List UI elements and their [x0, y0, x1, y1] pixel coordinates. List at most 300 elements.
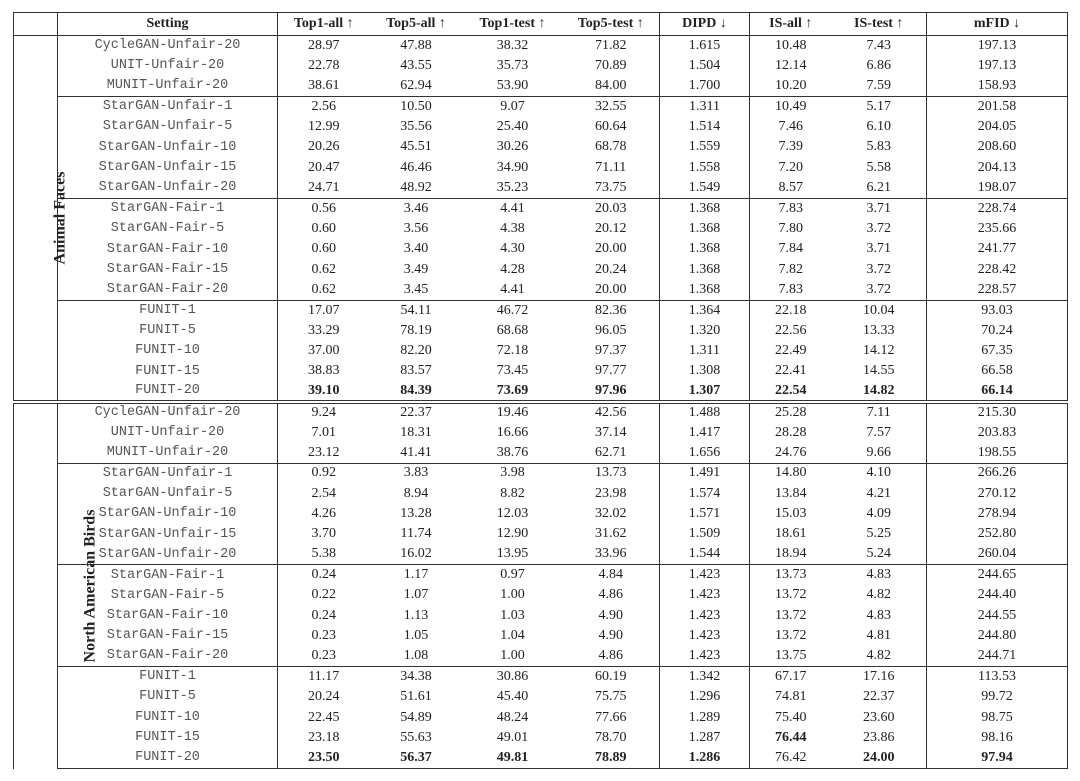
value-cell: 3.40 — [403, 241, 429, 257]
value-cell: 3.46 — [370, 198, 463, 218]
table-row — [14, 483, 1068, 503]
value-cell: 5.58 — [832, 158, 927, 178]
table-row — [14, 707, 1068, 727]
value-cell: 38.76 — [496, 444, 529, 460]
value-cell: 28.97 — [278, 36, 370, 56]
table-row — [14, 524, 1068, 544]
table-row — [14, 422, 1068, 442]
setting-cell: CycleGAN-Unfair-20 — [58, 36, 278, 56]
table-row — [14, 443, 1068, 463]
value-cell: 0.22 — [311, 587, 336, 603]
dataset-name: North American Birds — [81, 509, 99, 663]
north-american-birds-section-label — [14, 402, 99, 769]
setting-cell: StarGAN-Fair-5 — [58, 219, 278, 239]
value-cell: 3.72 — [832, 219, 927, 239]
value-cell: 12.03 — [496, 505, 529, 521]
value-cell: 9.07 — [463, 97, 563, 117]
value-cell: 70.24 — [927, 321, 1068, 341]
value-cell: 62.71 — [563, 443, 660, 463]
value-cell: 8.82 — [500, 485, 525, 501]
table-row — [14, 341, 1068, 361]
value-cell: 19.46 — [463, 402, 563, 422]
value-cell: 82.36 — [563, 300, 660, 320]
setting-cell: StarGAN-Unfair-5 — [58, 483, 278, 503]
value-cell: 0.62 — [311, 261, 336, 277]
value-cell: 22.18 — [750, 300, 832, 320]
value-cell: 84.39 — [400, 382, 432, 398]
value-cell: 7.84 — [778, 241, 803, 257]
value-cell: 5.17 — [832, 97, 927, 117]
value-cell: 3.70 — [311, 526, 336, 542]
value-cell: 16.02 — [400, 546, 432, 562]
table-row — [14, 687, 1068, 707]
value-cell: 23.86 — [832, 728, 927, 748]
value-cell: 1.423 — [660, 646, 750, 666]
header-dipd: DIPD ↓ — [660, 13, 750, 36]
value-cell: 1.04 — [500, 628, 525, 644]
value-cell: 98.75 — [927, 707, 1068, 727]
table-row — [14, 626, 1068, 646]
value-cell: 70.89 — [563, 56, 660, 76]
value-cell: 4.26 — [311, 505, 336, 521]
value-cell: 208.60 — [927, 137, 1068, 157]
value-cell: 18.61 — [775, 526, 807, 542]
value-cell: 84.00 — [563, 76, 660, 96]
value-cell: 11.17 — [278, 667, 370, 687]
setting-cell: FUNIT-15 — [58, 728, 278, 748]
header-top1-all: Top1-all ↑ — [278, 13, 370, 36]
setting-cell: StarGAN-Fair-1 — [58, 198, 278, 218]
value-cell: 1.423 — [660, 585, 750, 605]
value-cell: 28.28 — [775, 424, 807, 440]
value-cell: 47.88 — [370, 36, 463, 56]
value-cell: 22.41 — [775, 363, 807, 379]
table-row — [14, 463, 1068, 483]
value-cell: 1.289 — [660, 707, 750, 727]
value-cell: 1.311 — [660, 341, 750, 361]
table-row — [14, 504, 1068, 524]
value-cell: 9.24 — [278, 402, 370, 422]
value-cell: 78.19 — [400, 322, 432, 338]
value-cell: 96.05 — [563, 321, 660, 341]
table-row — [14, 361, 1068, 381]
value-cell: 1.656 — [660, 443, 750, 463]
value-cell: 204.13 — [927, 158, 1068, 178]
setting-cell: StarGAN-Unfair-10 — [58, 504, 278, 524]
value-cell: 4.28 — [500, 261, 525, 277]
value-cell: 10.49 — [750, 97, 832, 117]
value-cell: 270.12 — [927, 483, 1068, 503]
value-cell: 23.12 — [308, 444, 340, 460]
value-cell: 4.10 — [832, 463, 927, 483]
value-cell: 7.80 — [778, 220, 803, 236]
value-cell: 244.71 — [927, 646, 1068, 666]
value-cell: 76.42 — [750, 748, 832, 768]
value-cell: 1.514 — [660, 117, 750, 137]
value-cell: 4.83 — [832, 565, 927, 585]
value-cell: 1.368 — [660, 198, 750, 218]
value-cell: 204.05 — [927, 117, 1068, 137]
setting-cell: MUNIT-Unfair-20 — [58, 76, 278, 96]
setting-cell: FUNIT-1 — [58, 300, 278, 320]
value-cell: 1.700 — [660, 76, 750, 96]
value-cell: 244.40 — [927, 585, 1068, 605]
value-cell: 73.45 — [496, 363, 529, 379]
value-cell: 0.62 — [311, 281, 336, 297]
value-cell: 53.90 — [496, 78, 529, 94]
value-cell: 3.71 — [832, 198, 927, 218]
value-cell: 4.09 — [832, 504, 927, 524]
value-cell: 72.18 — [496, 343, 529, 359]
setting-cell: StarGAN-Fair-10 — [58, 239, 278, 259]
table-row — [14, 76, 1068, 96]
value-cell: 4.81 — [832, 626, 927, 646]
value-cell: 23.98 — [563, 483, 660, 503]
table-row — [14, 137, 1068, 157]
value-cell: 0.23 — [311, 628, 336, 644]
dataset-name: Animal Faces — [51, 171, 69, 265]
header-is-test: IS-test ↑ — [832, 13, 927, 36]
value-cell: 1.615 — [660, 36, 750, 56]
value-cell: 48.24 — [496, 709, 529, 725]
table-row — [14, 606, 1068, 626]
value-cell: 24.00 — [832, 748, 927, 768]
value-cell: 14.82 — [832, 382, 927, 402]
value-cell: 99.72 — [927, 687, 1068, 707]
value-cell: 82.20 — [400, 343, 432, 359]
setting-cell: StarGAN-Fair-20 — [58, 280, 278, 300]
setting-cell: FUNIT-20 — [58, 382, 278, 402]
value-cell: 38.61 — [308, 78, 340, 94]
value-cell: 49.01 — [496, 729, 529, 745]
value-cell: 17.07 — [278, 300, 370, 320]
value-cell: 4.41 — [463, 198, 563, 218]
value-cell: 3.49 — [403, 261, 429, 277]
setting-cell: FUNIT-10 — [58, 341, 278, 361]
value-cell: 6.10 — [832, 117, 927, 137]
value-cell: 68.68 — [496, 322, 529, 338]
value-cell: 13.84 — [775, 485, 807, 501]
value-cell: 1.544 — [660, 544, 750, 564]
value-cell: 228.57 — [927, 280, 1068, 300]
value-cell: 45.40 — [496, 689, 529, 705]
value-cell: 98.16 — [927, 728, 1068, 748]
value-cell: 0.97 — [463, 565, 563, 585]
table-row — [14, 178, 1068, 198]
value-cell: 7.46 — [778, 119, 803, 135]
value-cell: 252.80 — [927, 524, 1068, 544]
value-cell: 1.00 — [500, 587, 525, 603]
table-row — [14, 402, 1068, 422]
value-cell: 1.07 — [403, 587, 429, 603]
value-cell: 75.75 — [563, 687, 660, 707]
table-row — [14, 544, 1068, 564]
value-cell: 97.94 — [927, 748, 1068, 768]
value-cell: 0.60 — [311, 241, 336, 257]
value-cell: 37.14 — [563, 422, 660, 442]
setting-cell: StarGAN-Unfair-15 — [58, 524, 278, 544]
table-row — [14, 585, 1068, 605]
value-cell: 7.83 — [778, 281, 803, 297]
value-cell: 8.57 — [778, 179, 803, 195]
setting-cell: StarGAN-Fair-1 — [58, 565, 278, 585]
value-cell: 0.23 — [311, 648, 336, 664]
setting-cell: StarGAN-Unfair-20 — [58, 544, 278, 564]
value-cell: 33.96 — [563, 544, 660, 564]
value-cell: 2.54 — [311, 485, 336, 501]
value-cell: 14.80 — [750, 463, 832, 483]
value-cell: 1.504 — [660, 56, 750, 76]
value-cell: 41.41 — [400, 444, 432, 460]
value-cell: 197.13 — [927, 36, 1068, 56]
value-cell: 1.368 — [660, 219, 750, 239]
value-cell: 30.86 — [463, 667, 563, 687]
table-row — [14, 565, 1068, 585]
value-cell: 0.24 — [278, 565, 370, 585]
value-cell: 1.17 — [370, 565, 463, 585]
value-cell: 6.86 — [832, 56, 927, 76]
value-cell: 235.66 — [927, 219, 1068, 239]
value-cell: 34.90 — [496, 159, 529, 175]
value-cell: 0.24 — [311, 607, 336, 623]
value-cell: 4.41 — [500, 281, 525, 297]
value-cell: 3.56 — [403, 220, 429, 236]
value-cell: 13.73 — [750, 565, 832, 585]
value-cell: 93.03 — [927, 300, 1068, 320]
table-row — [14, 219, 1068, 239]
value-cell: 39.10 — [308, 382, 340, 398]
value-cell: 38.83 — [308, 363, 340, 379]
value-cell: 1.423 — [660, 606, 750, 626]
value-cell: 25.40 — [496, 119, 529, 135]
table-row — [14, 259, 1068, 279]
value-cell: 13.72 — [775, 587, 807, 603]
value-cell: 13.72 — [775, 607, 807, 623]
value-cell: 37.00 — [308, 343, 340, 359]
value-cell: 13.28 — [400, 505, 432, 521]
value-cell: 6.21 — [832, 178, 927, 198]
value-cell: 1.509 — [660, 524, 750, 544]
value-cell: 14.12 — [832, 341, 927, 361]
value-cell: 71.82 — [563, 36, 660, 56]
value-cell: 11.74 — [400, 526, 432, 542]
value-cell: 0.92 — [278, 463, 370, 483]
value-cell: 266.26 — [927, 463, 1068, 483]
setting-cell: StarGAN-Unfair-5 — [58, 117, 278, 137]
setting-cell: StarGAN-Fair-10 — [58, 606, 278, 626]
value-cell: 67.17 — [750, 667, 832, 687]
header-is-all: IS-all ↑ — [750, 13, 832, 36]
value-cell: 1.571 — [660, 504, 750, 524]
value-cell: 42.56 — [563, 402, 660, 422]
value-cell: 7.43 — [832, 36, 927, 56]
value-cell: 3.98 — [463, 463, 563, 483]
value-cell: 78.89 — [563, 748, 660, 768]
value-cell: 56.37 — [370, 748, 463, 768]
value-cell: 1.307 — [660, 382, 750, 402]
table-row — [14, 158, 1068, 178]
value-cell: 20.24 — [308, 689, 340, 705]
value-cell: 1.574 — [660, 483, 750, 503]
setting-cell: StarGAN-Unfair-20 — [58, 178, 278, 198]
value-cell: 35.73 — [496, 58, 529, 74]
value-cell: 1.368 — [660, 259, 750, 279]
value-cell: 22.54 — [775, 382, 807, 398]
value-cell: 24.76 — [775, 444, 807, 460]
table-row — [14, 300, 1068, 320]
setting-cell: StarGAN-Fair-15 — [58, 259, 278, 279]
value-cell: 49.81 — [463, 748, 563, 768]
value-cell: 74.81 — [775, 689, 807, 705]
value-cell: 24.71 — [308, 179, 340, 195]
setting-cell: UNIT-Unfair-20 — [58, 56, 278, 76]
value-cell: 46.72 — [463, 300, 563, 320]
value-cell: 38.32 — [463, 36, 563, 56]
table-row — [14, 667, 1068, 687]
value-cell: 3.71 — [832, 239, 927, 259]
value-cell: 12.90 — [496, 526, 529, 542]
value-cell: 158.93 — [927, 76, 1068, 96]
value-cell: 4.86 — [563, 585, 660, 605]
value-cell: 12.99 — [308, 119, 340, 135]
value-cell: 22.49 — [775, 343, 807, 359]
value-cell: 7.82 — [778, 261, 803, 277]
value-cell: 10.50 — [370, 97, 463, 117]
value-cell: 16.66 — [496, 424, 529, 440]
value-cell: 278.94 — [927, 504, 1068, 524]
value-cell: 5.25 — [832, 524, 927, 544]
value-cell: 22.37 — [832, 687, 927, 707]
setting-cell: FUNIT-1 — [58, 667, 278, 687]
value-cell: 23.18 — [308, 729, 340, 745]
value-cell: 1.08 — [403, 648, 429, 664]
table-row — [14, 646, 1068, 666]
value-cell: 4.90 — [563, 626, 660, 646]
value-cell: 5.24 — [832, 544, 927, 564]
value-cell: 1.368 — [660, 280, 750, 300]
header-row — [14, 13, 1068, 36]
value-cell: 76.44 — [775, 729, 807, 745]
value-cell: 68.78 — [563, 137, 660, 157]
value-cell: 32.02 — [563, 504, 660, 524]
value-cell: 3.45 — [403, 281, 429, 297]
value-cell: 198.55 — [927, 443, 1068, 463]
value-cell: 7.57 — [832, 422, 927, 442]
value-cell: 20.03 — [563, 198, 660, 218]
value-cell: 4.82 — [832, 646, 927, 666]
animal-faces-section-label — [14, 36, 69, 402]
value-cell: 228.42 — [927, 259, 1068, 279]
table-row — [14, 748, 1068, 768]
value-cell: 0.56 — [278, 198, 370, 218]
value-cell: 22.45 — [308, 709, 340, 725]
value-cell: 1.488 — [660, 402, 750, 422]
value-cell: 32.55 — [563, 97, 660, 117]
setting-cell: StarGAN-Fair-5 — [58, 585, 278, 605]
value-cell: 1.417 — [660, 422, 750, 442]
value-cell: 10.04 — [832, 300, 927, 320]
value-cell: 22.37 — [370, 402, 463, 422]
value-cell: 20.12 — [563, 219, 660, 239]
table-row — [14, 198, 1068, 218]
value-cell: 78.70 — [563, 728, 660, 748]
value-cell: 20.24 — [563, 259, 660, 279]
setting-cell: StarGAN-Fair-15 — [58, 626, 278, 646]
value-cell: 2.56 — [278, 97, 370, 117]
value-cell: 4.86 — [563, 646, 660, 666]
table-row — [14, 239, 1068, 259]
value-cell: 113.53 — [927, 667, 1068, 687]
value-cell: 7.01 — [311, 424, 336, 440]
value-cell: 1.549 — [660, 178, 750, 198]
value-cell: 1.296 — [660, 687, 750, 707]
value-cell: 20.00 — [563, 280, 660, 300]
value-cell: 83.57 — [400, 363, 432, 379]
value-cell: 60.19 — [563, 667, 660, 687]
value-cell: 33.29 — [308, 322, 340, 338]
value-cell: 15.03 — [775, 505, 807, 521]
value-cell: 23.50 — [278, 748, 370, 768]
value-cell: 4.83 — [832, 606, 927, 626]
value-cell: 10.48 — [750, 36, 832, 56]
value-cell: 13.33 — [832, 321, 927, 341]
table-row — [14, 36, 1068, 56]
value-cell: 14.55 — [832, 361, 927, 381]
header-top1-test: Top1-test ↑ — [463, 13, 563, 36]
value-cell: 5.38 — [311, 546, 336, 562]
setting-cell: StarGAN-Unfair-10 — [58, 137, 278, 157]
value-cell: 30.26 — [496, 139, 529, 155]
value-cell: 20.47 — [308, 159, 340, 175]
setting-cell: FUNIT-15 — [58, 361, 278, 381]
value-cell: 1.05 — [403, 628, 429, 644]
value-cell: 13.73 — [563, 463, 660, 483]
value-cell: 7.11 — [832, 402, 927, 422]
value-cell: 48.92 — [400, 179, 432, 195]
value-cell: 3.72 — [832, 280, 927, 300]
value-cell: 34.38 — [370, 667, 463, 687]
setting-cell: FUNIT-10 — [58, 707, 278, 727]
value-cell: 1.423 — [660, 626, 750, 646]
value-cell: 260.04 — [927, 544, 1068, 564]
value-cell: 73.75 — [563, 178, 660, 198]
value-cell: 7.20 — [778, 159, 803, 175]
value-cell: 45.51 — [400, 139, 432, 155]
value-cell: 215.30 — [927, 402, 1068, 422]
value-cell: 1.491 — [660, 463, 750, 483]
setting-cell: StarGAN-Unfair-1 — [58, 97, 278, 117]
setting-cell: FUNIT-5 — [58, 321, 278, 341]
value-cell: 5.83 — [832, 137, 927, 157]
value-cell: 4.21 — [832, 483, 927, 503]
value-cell: 1.00 — [500, 648, 525, 664]
value-cell: 228.74 — [927, 198, 1068, 218]
header-corner — [14, 13, 58, 36]
value-cell: 73.69 — [496, 382, 529, 398]
header-mfid: mFID ↓ — [927, 13, 1068, 36]
value-cell: 244.55 — [927, 606, 1068, 626]
value-cell: 13.75 — [775, 648, 807, 664]
setting-cell: StarGAN-Unfair-15 — [58, 158, 278, 178]
value-cell: 71.11 — [563, 158, 660, 178]
setting-cell: CycleGAN-Unfair-20 — [58, 402, 278, 422]
value-cell: 35.56 — [400, 119, 432, 135]
value-cell: 20.00 — [563, 239, 660, 259]
setting-cell: MUNIT-Unfair-20 — [58, 443, 278, 463]
value-cell: 1.423 — [660, 565, 750, 585]
value-cell: 241.77 — [927, 239, 1068, 259]
value-cell: 66.14 — [927, 382, 1068, 402]
